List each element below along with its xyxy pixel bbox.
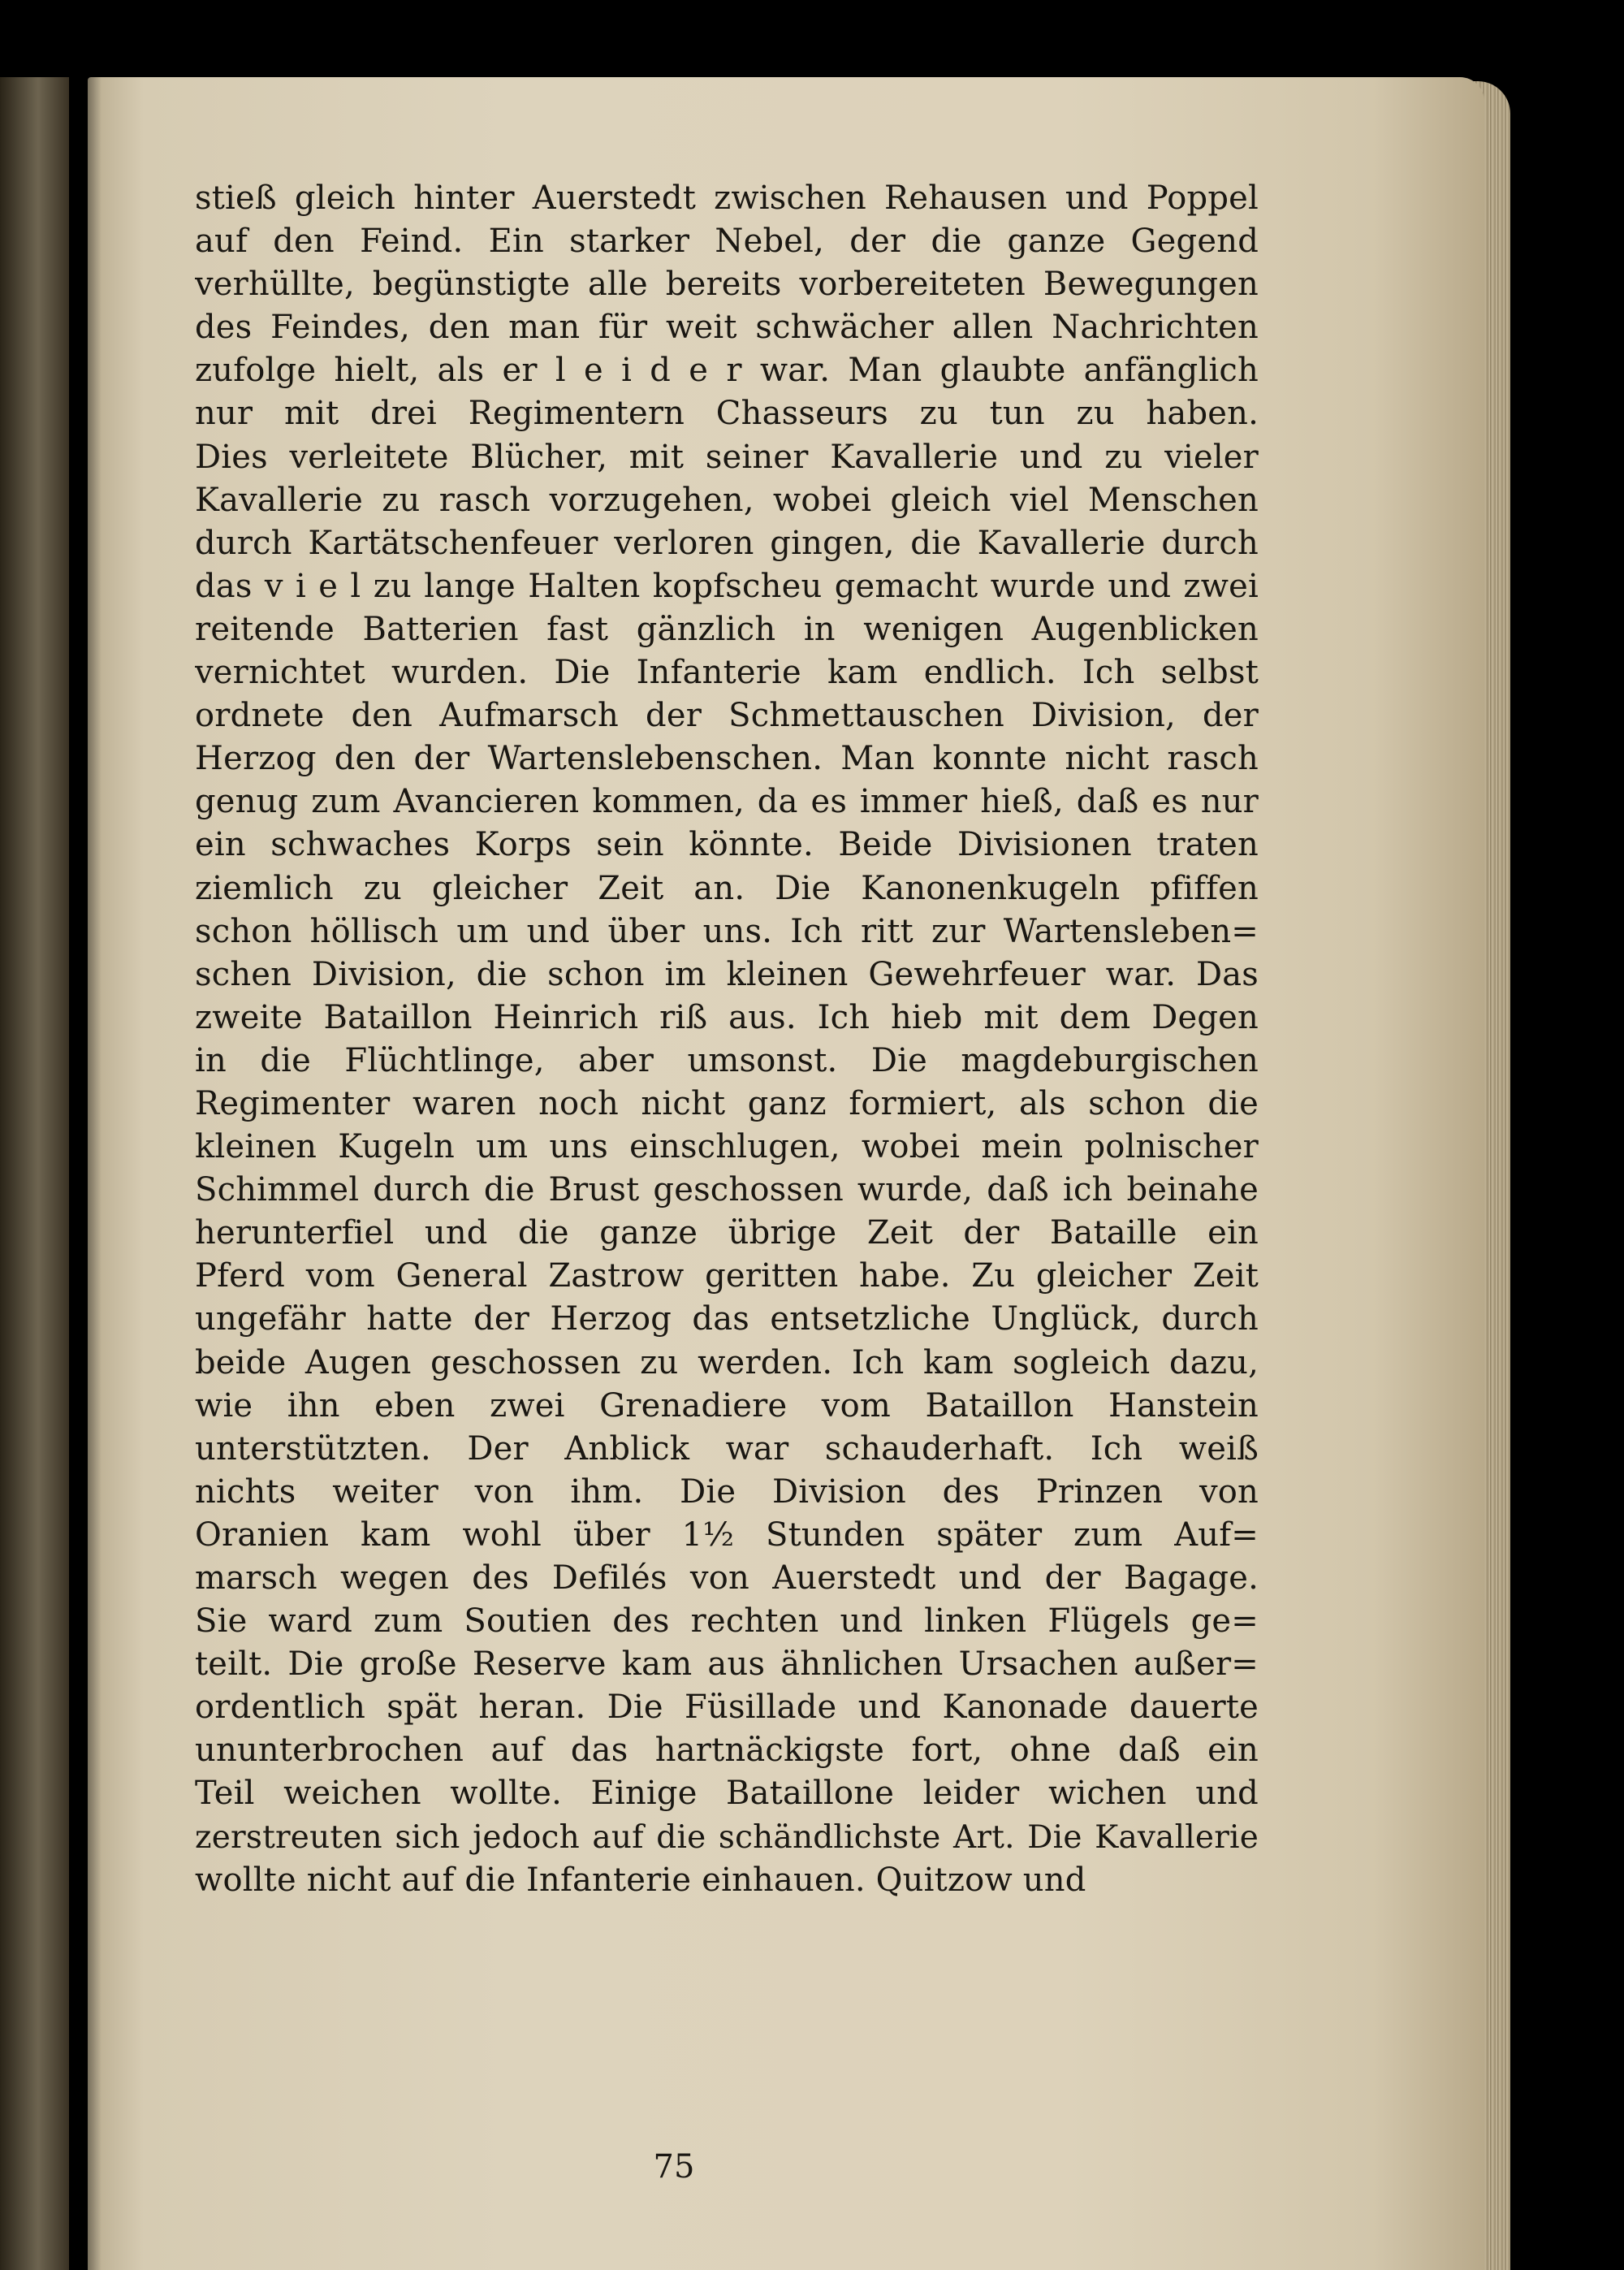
text-line: Oranien kam wohl über 1½ Stunden später zum Auf= xyxy=(195,1515,1259,1554)
page-number: 75 xyxy=(653,2148,695,2186)
text-line: Regimenter waren noch nicht ganz formiert, als schon die xyxy=(195,1084,1259,1122)
text-line: ziemlich zu gleicher Zeit an. Die Kanonenkugeln pfiffen xyxy=(195,869,1259,907)
text-line: schon höllisch um und über uns. Ich ritt zur Wartensleben= xyxy=(195,912,1259,950)
text-line: ununterbrochen auf das hartnäckigste fort, ohne daß ein xyxy=(195,1732,1259,1770)
text-line: Sie ward zum Soutien des rechten und linken Flügels ge= xyxy=(195,1602,1259,1641)
text-line: das v i e l zu lange Halten kopfscheu gemacht wurde und zwei xyxy=(195,567,1259,605)
text-line: stieß gleich hinter Auerstedt zwischen Rehausen und Poppel xyxy=(195,179,1259,217)
text-line: Herzog den der Wartenslebenschen. Man konnte nicht rasch xyxy=(195,740,1259,778)
gutter-shadow xyxy=(69,77,102,2270)
text-line: verhüllte, begünstigte alle bereits vorbereiteten Bewegungen xyxy=(195,266,1259,304)
left-page-edge xyxy=(0,77,69,2270)
text-line: Dies verleitete Blücher, mit seiner Kavallerie und zu vieler xyxy=(195,438,1259,476)
text-line: unterstützten. Der Anblick war schauderhaft. Ich weiß xyxy=(195,1429,1259,1468)
text-line: vernichtet wurden. Die Infanterie kam endlich. Ich selbst xyxy=(195,654,1259,692)
text-line: Pferd vom General Zastrow geritten habe. Zu gleicher Zeit xyxy=(195,1257,1259,1295)
text-line: auf den Feind. Ein starker Nebel, der die ganze Gegend xyxy=(195,223,1259,261)
text-line: zufolge hielt, als er l e i d e r war. Man glaubte anfänglich xyxy=(195,352,1259,390)
text-line: nur mit drei Regimentern Chasseurs zu tun zu haben. xyxy=(195,395,1259,433)
text-line: Teil weichen wollte. Einige Bataillone leider wichen und xyxy=(195,1775,1259,1813)
text-line: des Feindes, den man für weit schwächer allen Nachrichten xyxy=(195,309,1259,347)
text-line: Schimmel durch die Brust geschossen wurde, daß ich beinahe xyxy=(195,1171,1259,1209)
text-line: wollte nicht auf die Infanterie einhauen. Quitzow und xyxy=(195,1861,1086,1899)
text-line: herunterfiel und die ganze übrige Zeit der Bataille ein xyxy=(195,1214,1259,1252)
text-line: ungefähr hatte der Herzog das entsetzliche Unglück, durch xyxy=(195,1300,1259,1338)
text-line: in die Flüchtlinge, aber umsonst. Die magdeburgischen xyxy=(195,1041,1259,1079)
text-line: schen Division, die schon im kleinen Gewehrfeuer war. Das xyxy=(195,955,1259,993)
text-line: wie ihn eben zwei Grenadiere vom Bataillon Hanstein xyxy=(195,1386,1259,1425)
text-line: zweite Bataillon Heinrich riß aus. Ich hieb mit dem Degen xyxy=(195,998,1259,1036)
body-text xyxy=(195,177,1259,1902)
text-line: Kavallerie zu rasch vorzugehen, wobei gleich viel Menschen xyxy=(195,481,1259,519)
text-line: teilt. Die große Reserve kam aus ähnlichen Ursachen außer= xyxy=(195,1645,1259,1684)
text-line: genug zum Avancieren kommen, da es immer hieß, daß es nur xyxy=(195,783,1259,821)
text-line: ordentlich spät heran. Die Füsillade und Kanonade dauerte xyxy=(195,1688,1259,1727)
text-line: beide Augen geschossen zu werden. Ich kam sogleich dazu, xyxy=(195,1343,1259,1381)
text-line: kleinen Kugeln um uns einschlugen, wobei mein polnischer xyxy=(195,1128,1259,1166)
text-line: marsch wegen des Defilés von Auerstedt und der Bagage. xyxy=(195,1559,1259,1597)
text-line: reitende Batterien fast gänzlich in wenigen Augenblicken xyxy=(195,610,1259,648)
text-line: nichts weiter von ihm. Die Division des Prinzen von xyxy=(195,1472,1259,1511)
text-line: zerstreuten sich jedoch auf die schändlichste Art. Die Kavallerie xyxy=(195,1818,1259,1856)
text-line: ordnete den Aufmarsch der Schmettauschen Division, der xyxy=(195,697,1259,735)
text-line: durch Kartätschenfeuer verloren gingen, die Kavallerie durch xyxy=(195,524,1259,562)
text-line: ein schwaches Korps sein könnte. Beide Divisionen traten xyxy=(195,826,1259,864)
